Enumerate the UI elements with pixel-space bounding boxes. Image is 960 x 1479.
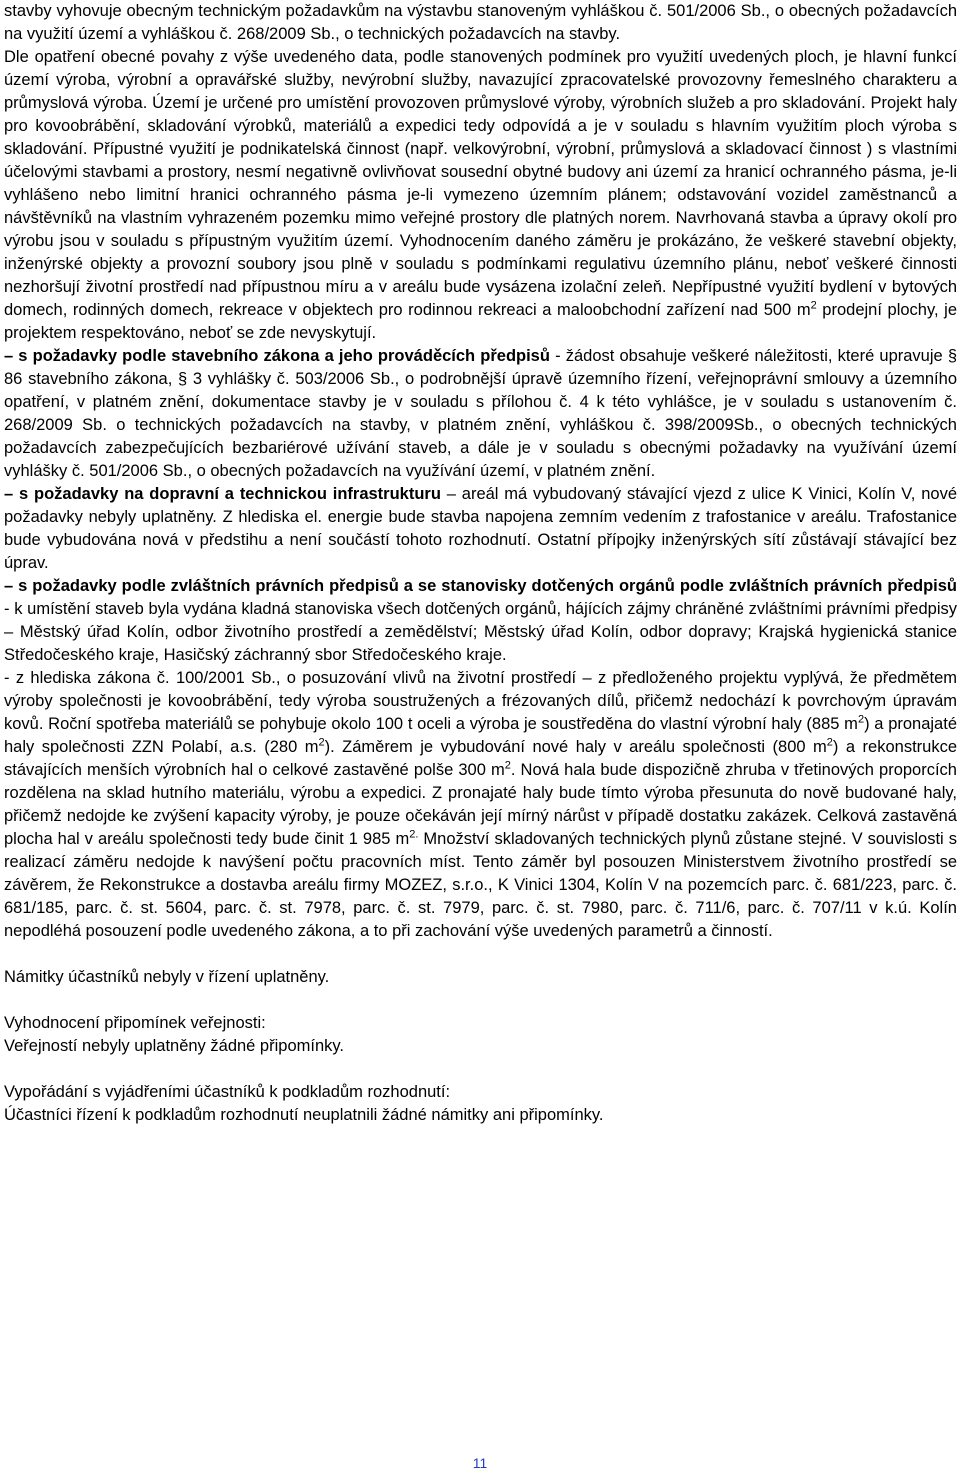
paragraph-environment-act xyxy=(4,667,957,943)
env-text-b: ) a pronajaté haly společnosti ZZN Polabí, a.s. (280 m xyxy=(4,715,957,756)
paragraph-special-regulations-text: - k umístění staveb byla vydána kladná stanoviska všech dotčených orgánů, hájících zájmy chráněné zvláštními právními předpisy – Městský úřad Kolín, odbor životního prostředí a zemědělství; Městský úřad Kolín, odbor dopravy; Krajská hygienická stanice Středočeského kraje, Hasičský záchranný sbor Středočeského kraje. xyxy=(4,600,957,664)
paragraph-building-act-text: - žádost obsahuje veškeré náležitosti, které upravuje § 86 stavebního zákona, § 3 vyhlášky č. 503/2006 Sb., o podrobnější úpravě územního řízení, veřejnoprávní smlouvy a územního opatření, v platném znění, dokumentace stavby je v souladu s přílohou č. 4 k této vyhlášce, je v souladu s ustanovením č. 268/2009 Sb. o technických požadavcích na stavby, v platném znění, vyhláškou č. 398/2009Sb., o obecných technických požadavcích zabezpečujících bezbariérové užívání staveb, a dále je v souladu s obecnými požadavky na využívání území vyhlášky č. 501/2006 Sb., o obecných požadavcích na využívání území, v platném znění. xyxy=(4,347,957,480)
section-participants-title: Vypořádání s vyjádřeními účastníků k podkladům rozhodnutí: xyxy=(4,1083,451,1101)
paragraph-land-use xyxy=(4,46,957,345)
section-participants-text: Účastníci řízení k podkladům rozhodnutí neuplatnili žádné námitky ani připomínky. xyxy=(4,1106,604,1124)
paragraph-land-use-text: Dle opatření obecné povahy z výše uvedeného data, podle stanovených podmínek pro využití uvedených ploch, je hlavní funkcí území výroba, výrobní a opravářské služby, nevýrobní služby, navazující zpracovatelské provozovny řemeslného charakteru a průmyslová výroba. Území je určené pro umístění provozoven průmyslové výroby, výrobních služeb a pro skladování. Projekt haly pro kovoobrábění, skladování výrobků, materiálů a expedici tedy odpovídá a je v souladu s hlavním využitím ploch výroba s skladování. Přípustné využití je podnikatelská činnost (např. velkovýrobní, výrobní, průmyslová a skladovací činnost ) s vlastními účelovými stavbami a prostory, nesmí negativně ovlivňovat sousední obytné budovy ani území za hranicí ochranného pásma, je-li vyhlášeno nebo limitní hranici ochranného pásma je-li vymezeno územním plánem; odstavování vozidel zaměstnanců a návštěvníků na vlastním vyhrazeném pozemku mimo veřejné prostory dle platných norem. Navrhovaná stavba a úpravy okolí pro výrobu jsou v souladu s přípustným využitím území. Vyhodnocením daného záměru je prokázáno, že veškeré stavební objekty, inženýrské objekty a provozní soubory jsou plně v souladu s podmínkami regulativu územního plánu, neboť veškeré činnosti nezhoršují životní prostředí nad přípustnou míru a v areálu bude vysázena izolační zeleň. Nepřípustné využití bydlení v bytových domech, rodinných domech, rekreace v objektech pro rodinnou rekreaci a maloobchodní zařízení nad 500 m xyxy=(4,48,957,319)
spacer xyxy=(4,943,957,966)
section-public-comments-text: Veřejností nebyly uplatněny žádné připomínky. xyxy=(4,1037,344,1055)
superscript: 2 xyxy=(504,759,511,772)
env-text-a: - z hlediska zákona č. 100/2001 Sb., o posuzování vlivů na životní prostředí – z předloženého projektu vyplývá, že předmětem výroby společnosti je kovoobrábění, tedy výroba soustružených a frézovaných dílů, přičemž nedochází k povrchovým úpravám kovů. Roční spotřeba materiálů se pohybuje okolo 100 t oceli a výroba je soustředěna do vlastní výrobní haly (885 m xyxy=(4,669,957,733)
section-public-comments-title: Vyhodnocení připomínek veřejnosti: xyxy=(4,1014,266,1032)
paragraph-objections: Námitky účastníků nebyly v řízení uplatněny. xyxy=(4,968,330,986)
paragraph-intro: stavby vyhovuje obecným technickým požadavkům na výstavbu stanoveným vyhláškou č. 501/2006 Sb., o obecných požadavcích na využití území a vyhláškou č. 268/2009 Sb., o technických požadavcích na stavby. xyxy=(4,2,957,43)
paragraph-infrastructure-heading: – s požadavky na dopravní a technickou infrastrukturu xyxy=(4,485,441,503)
superscript: 2 xyxy=(857,713,865,726)
paragraph-special-regulations xyxy=(4,575,957,667)
paragraph-building-act-heading: – s požadavky podle stavebního zákona a jeho prováděcích předpisů xyxy=(4,347,550,365)
paragraph-land-use-tail: prodejní plochy, je projektem respektováno, neboť se zde nevyskytují. xyxy=(4,301,958,342)
env-text-f: Množství skladovaných technických plynů zůstane stejné. V souvislosti s realizací záměru nedojde k navýšení počtu pracovních míst. Tento záměr byl posouzen Ministerstvem životního prostředí se závěrem, že Rekonstrukce a dostavba areálu firmy MOZEZ, s.r.o., K Vinici 1304, Kolín V na pozemcích parc. č. 681/223, parc. č. 681/185, parc. č. st. 5604, parc. č. st. 7978, parc. č. st. 7979, parc. č. st. 7980, parc. č. 711/6, parc. č. 707/11 v k.ú. Kolín nepodléhá posouzení podle uvedeného zákona, a to při zachování výše uvedených parametrů a činností. xyxy=(4,830,957,940)
paragraph-infrastructure xyxy=(4,483,957,575)
superscript: 2 xyxy=(810,299,817,312)
superscript: 2 xyxy=(318,736,325,749)
page-number: 11 xyxy=(472,1455,488,1471)
paragraph-building-act xyxy=(4,345,957,483)
superscript: 2. xyxy=(409,828,419,841)
superscript: 2 xyxy=(826,736,833,749)
paragraph-special-regulations-heading: – s požadavky podle zvláštních právních předpisů a se stanovisky dotčených orgánů podle zvláštních právních předpisů xyxy=(4,577,957,595)
env-text-c: ). Záměrem je vybudování nové haly v areálu společnosti (800 m xyxy=(324,738,827,756)
env-text-e: . Nová hala bude dispozičně zhruba v třetinových proporcích rozdělena na sklad hutního materiálu, výrobu a expedici. Z pronajaté haly bude tímto výroba přesunuta do nově budované haly, přičemž nedojde ke zvýšení kapacity výroby, je pouze očekáván její mírný nárůst v případě dostatku zakázek. Celková zastavěná plocha hal v areálu společnosti tedy bude činit 1 985 m xyxy=(4,761,957,848)
spacer xyxy=(4,1058,957,1081)
spacer xyxy=(4,989,957,1012)
env-text-d: ) a rekonstrukce stávajících menších výrobních hal o celkové zastavěné polše 300 m xyxy=(4,738,958,779)
paragraph-infrastructure-text: – areál má vybudovaný stávající vjezd z ulice K Vinici, Kolín V, nové požadavky nebyly uplatněny. Z hlediska el. energie bude stavba napojena zemním vedením z trafostanice v areálu. Trafostanice bude vybudována nová v předstihu a není součástí tohoto rozhodnutí. Ostatní přípojky inženýrských sítí zůstávají stávající bez úprav. xyxy=(4,485,957,572)
document-body xyxy=(4,0,957,1127)
